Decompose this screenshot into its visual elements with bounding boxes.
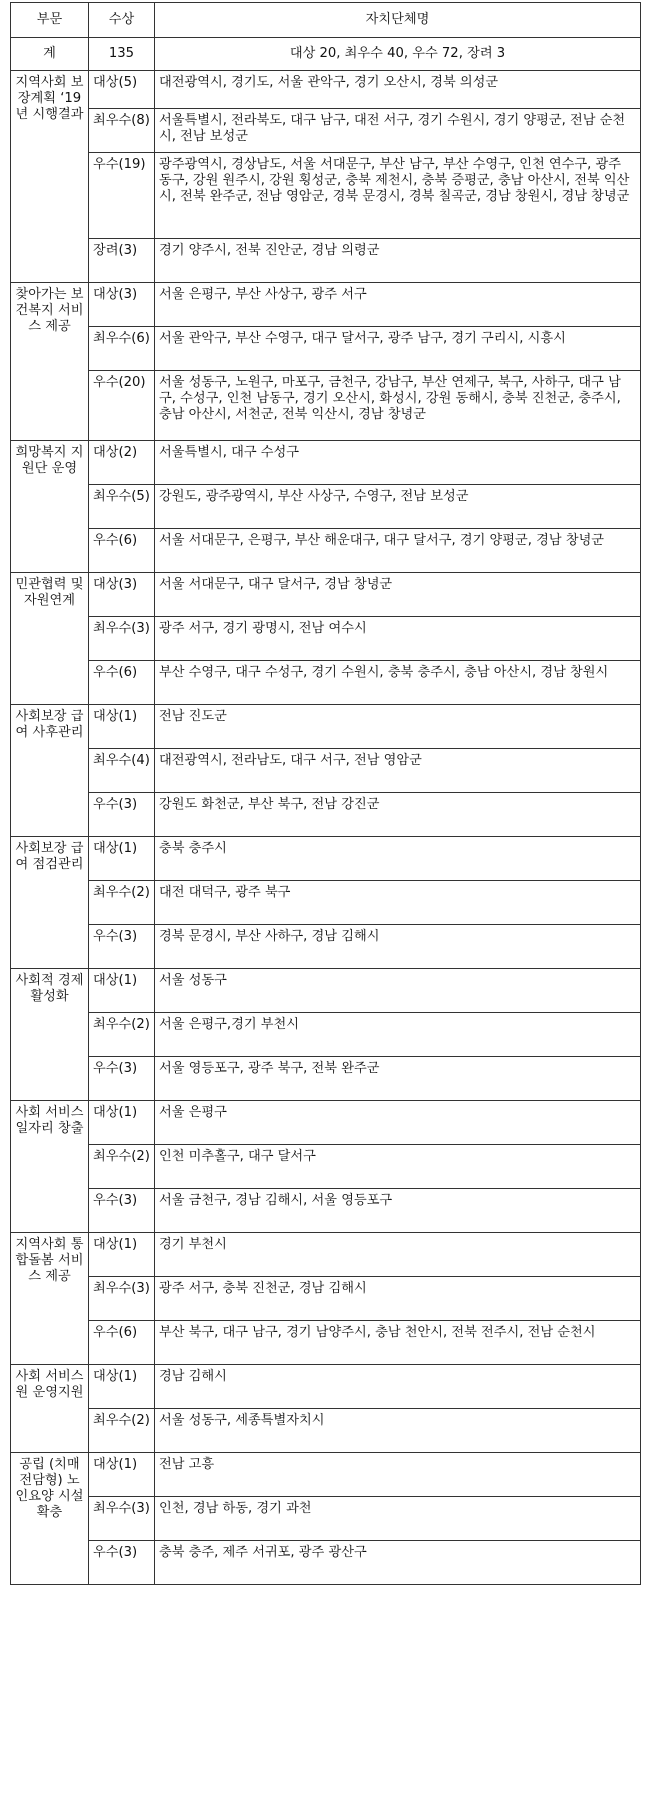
table-row <box>11 327 641 371</box>
names-cell: 대전 대덕구, 광주 북구 <box>155 881 641 925</box>
award-cell: 우수(6) <box>89 661 155 705</box>
award-cell: 대상(5) <box>89 71 155 109</box>
award-cell: 최우수(3) <box>89 1277 155 1321</box>
award-cell: 대상(1) <box>89 837 155 881</box>
names-cell: 서울 관악구, 부산 수영구, 대구 달서구, 광주 남구, 경기 구리시, 시흥시 <box>155 327 641 371</box>
table-row <box>11 661 641 705</box>
award-cell: 최우수(2) <box>89 1409 155 1453</box>
award-cell: 우수(6) <box>89 529 155 573</box>
award-cell: 최우수(5) <box>89 485 155 529</box>
total-count: 135 <box>89 38 155 71</box>
award-cell: 대상(1) <box>89 1101 155 1145</box>
category-cell: 지역사회 통합돌봄 서비스 제공 <box>11 1233 89 1365</box>
award-cell: 우수(3) <box>89 1057 155 1101</box>
award-cell: 최우수(8) <box>89 109 155 153</box>
names-cell: 인천 미추홀구, 대구 달서구 <box>155 1145 641 1189</box>
award-cell: 대상(1) <box>89 1365 155 1409</box>
names-cell: 인천, 경남 하동, 경기 과천 <box>155 1497 641 1541</box>
header-category: 부문 <box>11 3 89 38</box>
header-names: 자치단체명 <box>155 3 641 38</box>
names-cell: 경북 문경시, 부산 사하구, 경남 김해시 <box>155 925 641 969</box>
award-cell: 대상(3) <box>89 573 155 617</box>
award-cell: 우수(6) <box>89 1321 155 1365</box>
table-row <box>11 153 641 239</box>
award-cell: 대상(1) <box>89 1233 155 1277</box>
category-cell: 공립 (치매전담형) 노인요양 시설 확충 <box>11 1453 89 1585</box>
names-cell: 경남 김해시 <box>155 1365 641 1409</box>
total-label: 계 <box>11 38 89 71</box>
names-cell: 서울 은평구 <box>155 1101 641 1145</box>
award-cell: 대상(2) <box>89 441 155 485</box>
table-row <box>11 1365 641 1409</box>
award-cell: 최우수(3) <box>89 617 155 661</box>
category-cell: 찾아가는 보건복지 서비스 제공 <box>11 283 89 441</box>
table-row <box>11 283 641 327</box>
names-cell: 서울 서대문구, 대구 달서구, 경남 창녕군 <box>155 573 641 617</box>
table-row <box>11 1101 641 1145</box>
names-cell: 부산 수영구, 대구 수성구, 경기 수원시, 충북 충주시, 충남 아산시, 경남 창원시 <box>155 661 641 705</box>
award-cell: 우수(20) <box>89 371 155 441</box>
award-cell: 우수(19) <box>89 153 155 239</box>
category-cell: 사회 서비스원 운영지원 <box>11 1365 89 1453</box>
total-row <box>11 38 641 71</box>
table-row <box>11 1409 641 1453</box>
table-row <box>11 617 641 661</box>
names-cell: 서울 은평구, 부산 사상구, 광주 서구 <box>155 283 641 327</box>
names-cell: 경기 부천시 <box>155 1233 641 1277</box>
names-cell: 대전광역시, 경기도, 서울 관악구, 경기 오산시, 경북 의성군 <box>155 71 641 109</box>
award-cell: 대상(1) <box>89 705 155 749</box>
names-cell: 경기 양주시, 전북 진안군, 경남 의령군 <box>155 239 641 283</box>
table-row <box>11 881 641 925</box>
category-cell: 사회보장 급여 사후관리 <box>11 705 89 837</box>
table-row <box>11 485 641 529</box>
names-cell: 서울 서대문구, 은평구, 부산 해운대구, 대구 달서구, 경기 양평군, 경남 창녕군 <box>155 529 641 573</box>
table-row <box>11 1013 641 1057</box>
table-row <box>11 239 641 283</box>
names-cell: 서울 금천구, 경남 김해시, 서울 영등포구 <box>155 1189 641 1233</box>
table-row <box>11 969 641 1013</box>
header-row <box>11 3 641 38</box>
table-row <box>11 837 641 881</box>
table-row <box>11 529 641 573</box>
table-row <box>11 109 641 153</box>
names-cell: 서울특별시, 전라북도, 대구 남구, 대전 서구, 경기 수원시, 경기 양평군, 전남 순천시, 전남 보성군 <box>155 109 641 153</box>
award-cell: 최우수(6) <box>89 327 155 371</box>
award-cell: 우수(3) <box>89 1541 155 1585</box>
names-cell: 서울 성동구, 세종특별자치시 <box>155 1409 641 1453</box>
names-cell: 전남 고흥 <box>155 1453 641 1497</box>
category-cell: 지역사회 보장계획 ‘19년 시행결과 <box>11 71 89 283</box>
names-cell: 광주광역시, 경상남도, 서울 서대문구, 부산 남구, 부산 수영구, 인천 연수구, 광주 동구, 강원 원주시, 강원 횡성군, 충북 제천시, 충북 증평군, 충남 아산시, 전북 익산시, 전북 완주군, 전남 영암군, 경북 문경시, 경북 칠곡군, 경남 창원시, 경남 창녕군 <box>155 153 641 239</box>
names-cell: 강원도, 광주광역시, 부산 사상구, 수영구, 전남 보성군 <box>155 485 641 529</box>
table-row <box>11 71 641 109</box>
table-row <box>11 441 641 485</box>
names-cell: 광주 서구, 경기 광명시, 전남 여수시 <box>155 617 641 661</box>
award-cell: 최우수(2) <box>89 881 155 925</box>
award-cell: 우수(3) <box>89 793 155 837</box>
table-row <box>11 1321 641 1365</box>
award-cell: 대상(1) <box>89 969 155 1013</box>
award-cell: 최우수(4) <box>89 749 155 793</box>
table-row <box>11 1541 641 1585</box>
table-row <box>11 1145 641 1189</box>
award-cell: 최우수(2) <box>89 1013 155 1057</box>
names-cell: 충북 충주, 제주 서귀포, 광주 광산구 <box>155 1541 641 1585</box>
award-cell: 장려(3) <box>89 239 155 283</box>
table-row <box>11 705 641 749</box>
table-row <box>11 749 641 793</box>
award-cell: 우수(3) <box>89 925 155 969</box>
table-row <box>11 573 641 617</box>
names-cell: 강원도 화천군, 부산 북구, 전남 강진군 <box>155 793 641 837</box>
names-cell: 충북 충주시 <box>155 837 641 881</box>
table-row <box>11 1057 641 1101</box>
table-row <box>11 1233 641 1277</box>
names-cell: 서울특별시, 대구 수성구 <box>155 441 641 485</box>
table-body <box>11 38 641 1585</box>
header-award: 수상 <box>89 3 155 38</box>
table-row <box>11 1189 641 1233</box>
award-cell: 최우수(3) <box>89 1497 155 1541</box>
names-cell: 서울 성동구 <box>155 969 641 1013</box>
names-cell: 서울 은평구,경기 부천시 <box>155 1013 641 1057</box>
names-cell: 부산 북구, 대구 남구, 경기 남양주시, 충남 천안시, 전북 전주시, 전남 순천시 <box>155 1321 641 1365</box>
names-cell: 서울 영등포구, 광주 북구, 전북 완주군 <box>155 1057 641 1101</box>
table-row <box>11 371 641 441</box>
award-cell: 최우수(2) <box>89 1145 155 1189</box>
award-cell: 우수(3) <box>89 1189 155 1233</box>
category-cell: 사회 서비스 일자리 창출 <box>11 1101 89 1233</box>
names-cell: 서울 성동구, 노원구, 마포구, 금천구, 강남구, 부산 연제구, 북구, 사하구, 대구 남구, 수성구, 인천 남동구, 경기 오산시, 화성시, 강원 동해시, 충북 진천군, 충주시, 충남 아산시, 서천군, 전북 익산시, 경남 창녕군 <box>155 371 641 441</box>
total-summary: 대상 20, 최우수 40, 우수 72, 장려 3 <box>155 38 641 71</box>
category-cell: 민관협력 및 자원연계 <box>11 573 89 705</box>
names-cell: 광주 서구, 충북 진천군, 경남 김해시 <box>155 1277 641 1321</box>
names-cell: 대전광역시, 전라남도, 대구 서구, 전남 영암군 <box>155 749 641 793</box>
names-cell: 전남 진도군 <box>155 705 641 749</box>
table-row <box>11 1277 641 1321</box>
category-cell: 희망복지 지원단 운영 <box>11 441 89 573</box>
category-cell: 사회보장 급여 점검관리 <box>11 837 89 969</box>
award-cell: 대상(1) <box>89 1453 155 1497</box>
table-row <box>11 1453 641 1497</box>
awards-table <box>10 2 641 1585</box>
category-cell: 사회적 경제 활성화 <box>11 969 89 1101</box>
table-row <box>11 1497 641 1541</box>
award-cell: 대상(3) <box>89 283 155 327</box>
table-row <box>11 793 641 837</box>
table-row <box>11 925 641 969</box>
